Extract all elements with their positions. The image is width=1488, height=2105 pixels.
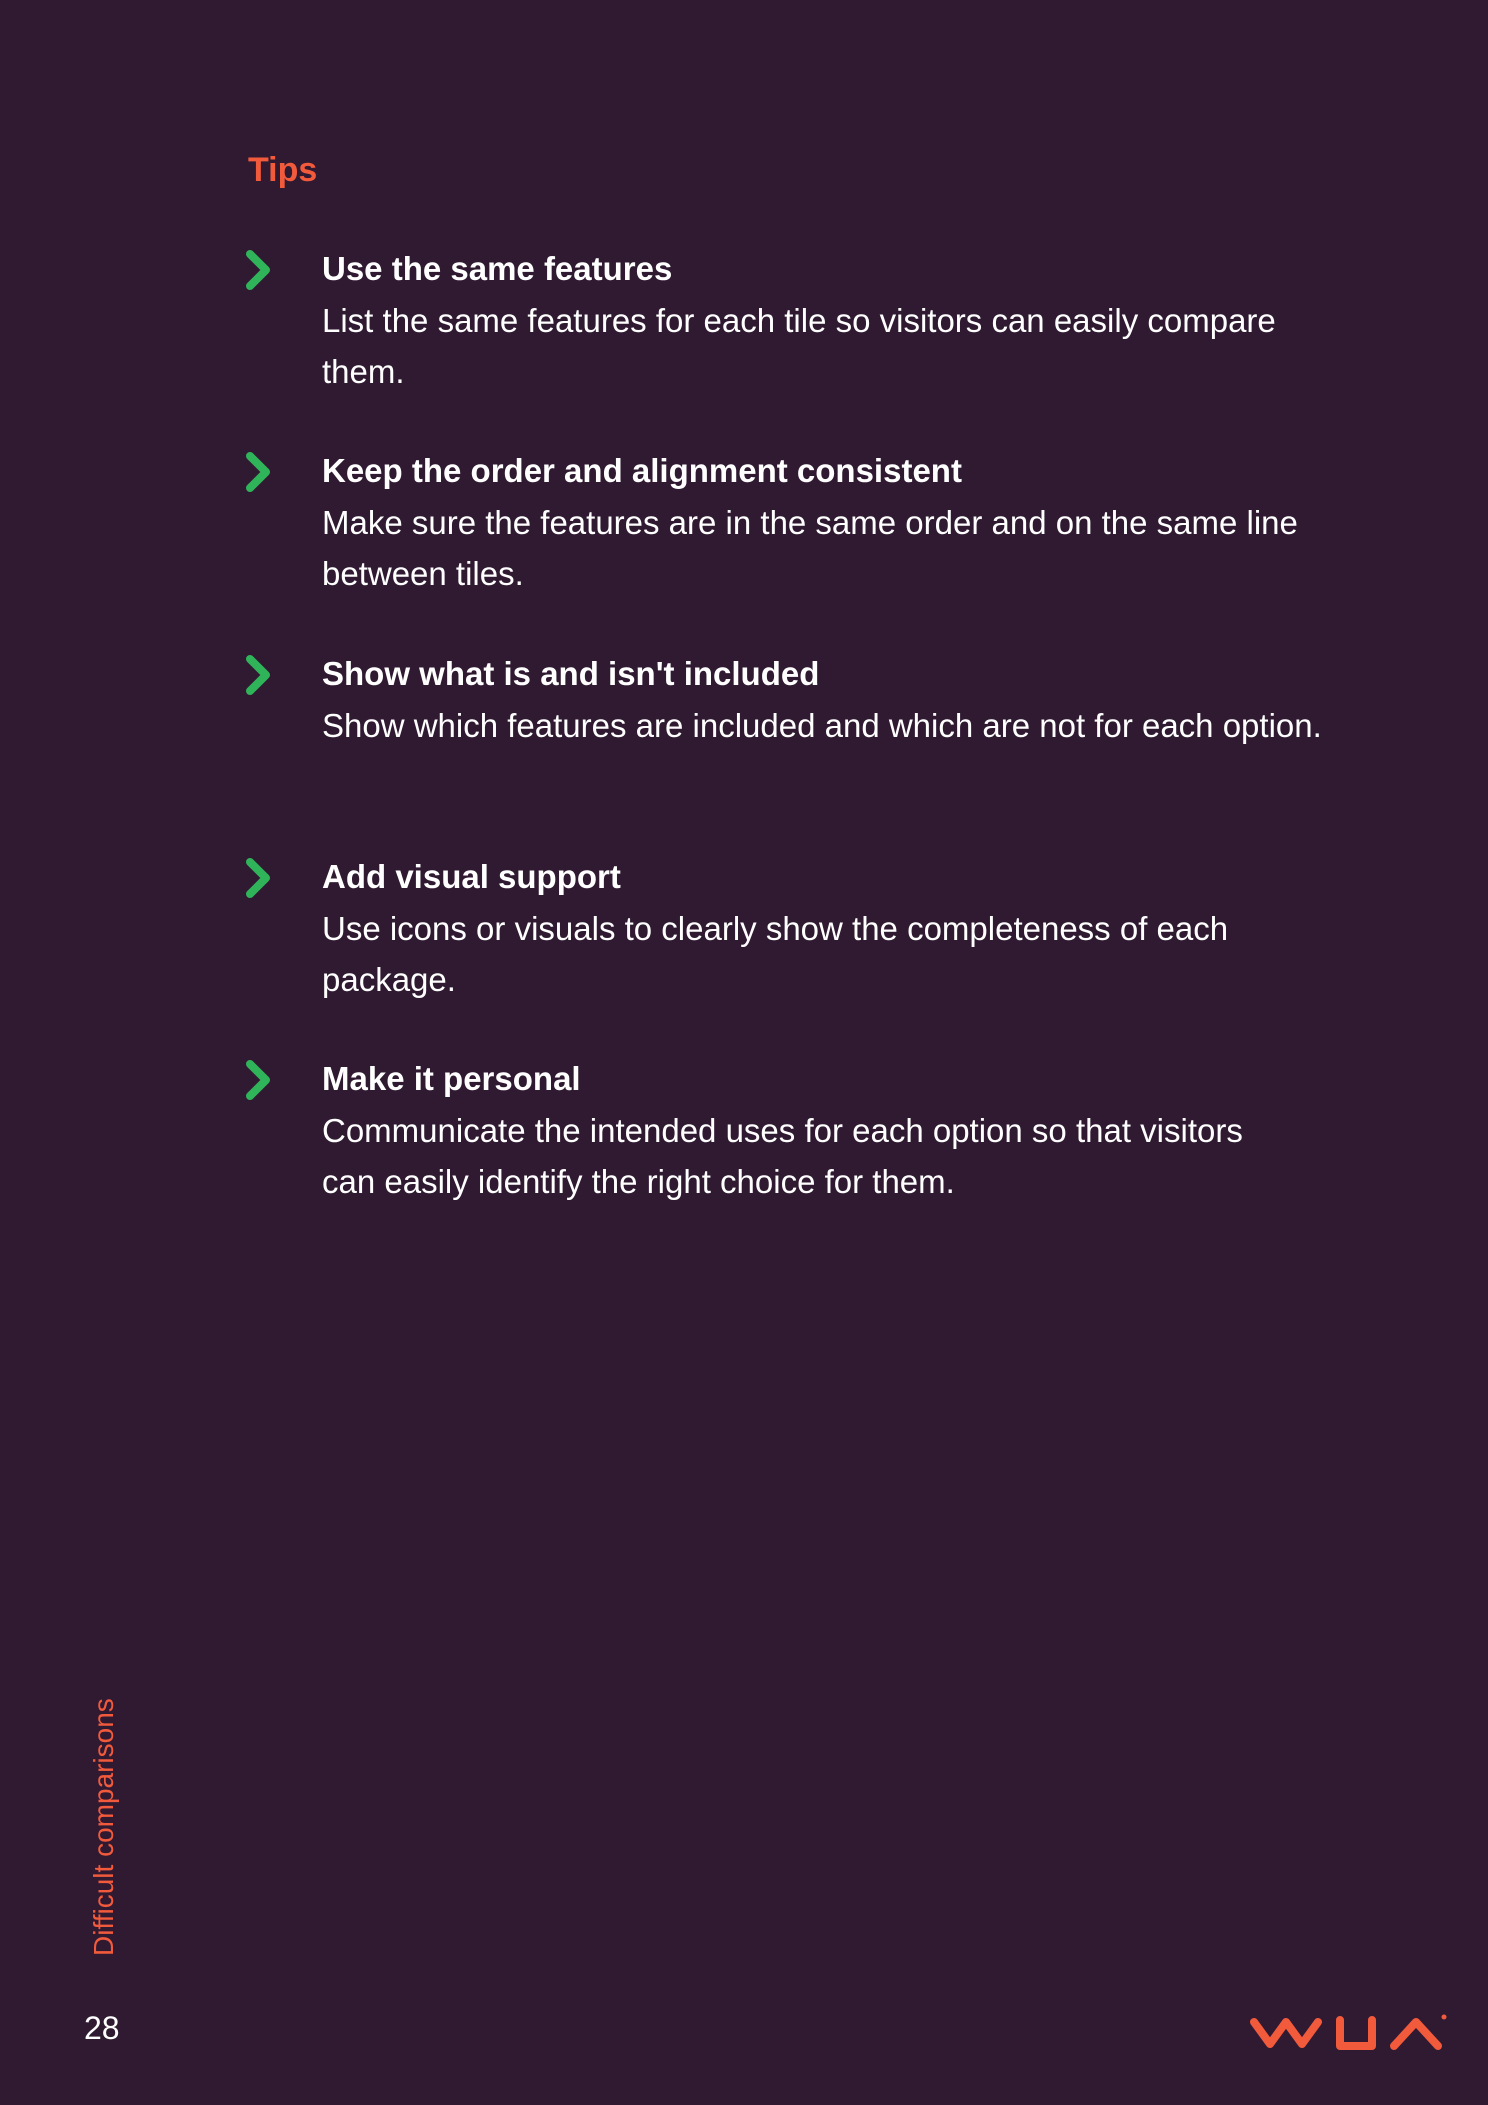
tip-heading: Show what is and isn't included <box>322 655 820 692</box>
tip-heading: Add visual support <box>322 858 621 895</box>
chevron-right-icon <box>240 248 276 292</box>
tip-text: Use icons or visuals to clearly show the completeness of each package. <box>322 910 1229 998</box>
chevron-right-icon <box>240 856 276 900</box>
section-title: Tips <box>248 151 318 189</box>
tip-heading: Use the same features <box>322 250 673 287</box>
chevron-right-icon <box>240 653 276 697</box>
chapter-label: Difficult comparisons <box>88 1698 119 1956</box>
tip-heading: Make it personal <box>322 1060 581 1097</box>
chevron-right-icon <box>240 450 276 494</box>
tip-text: List the same features for each tile so visitors can easily compare them. <box>322 302 1276 390</box>
tip-text: Communicate the intended uses for each option so that visitors can easily identify the right choice for them. <box>322 1112 1243 1200</box>
chevron-right-icon <box>240 1058 276 1102</box>
tip-text: Show which features are included and which are not for each option. <box>322 707 1322 744</box>
page-number: 28 <box>84 2010 120 2046</box>
tip-text: Make sure the features are in the same order and on the same line between tiles. <box>322 504 1298 592</box>
wua-logo-icon <box>1248 2012 1448 2054</box>
tip-heading: Keep the order and alignment consistent <box>322 452 962 489</box>
